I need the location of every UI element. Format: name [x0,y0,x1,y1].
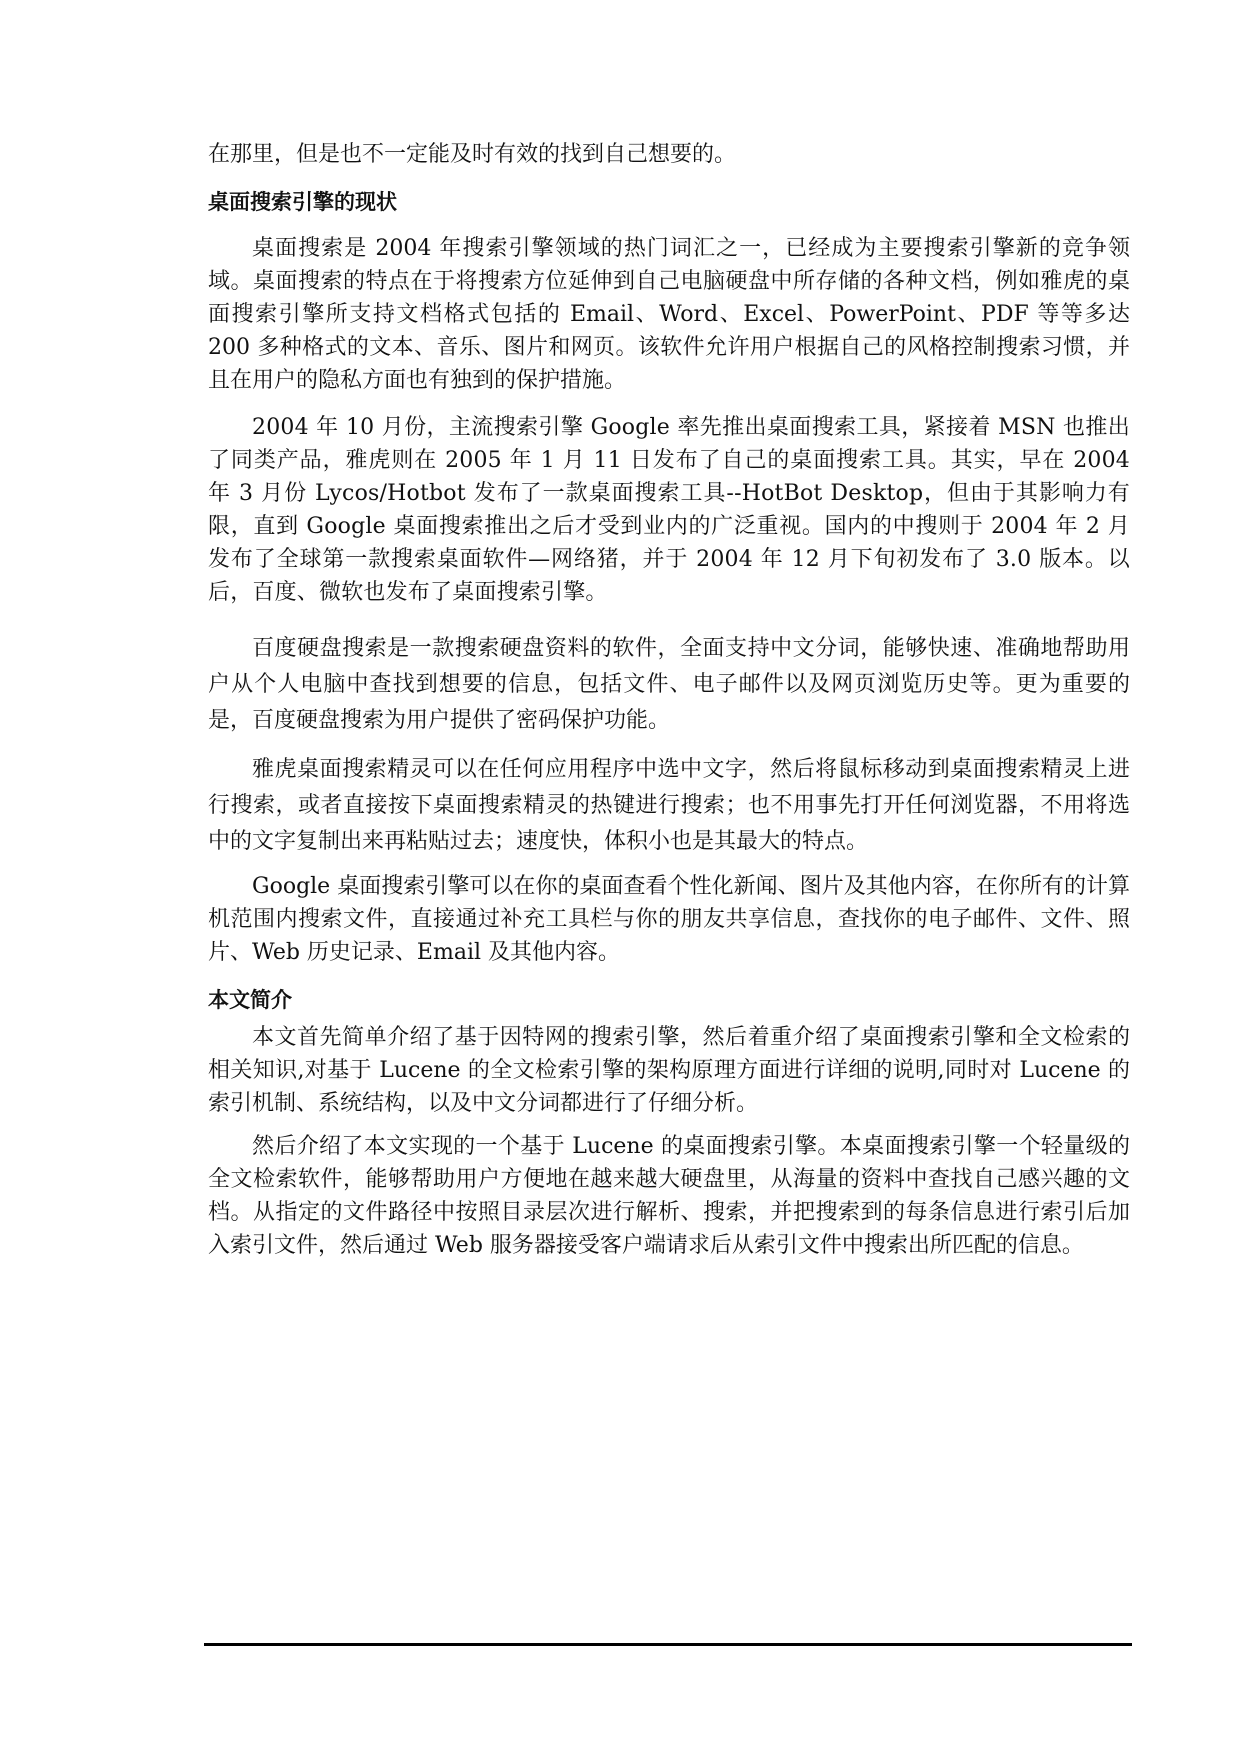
paragraph-baidu-desktop-search: 百度硬盘搜索是一款搜索硬盘资料的软件，全面支持中文分词，能够快速、准确地帮助用户从个人电脑中查找到想要的信息，包括文件、电子邮件以及网页浏览历史等。更为重要的是，百度硬盘搜索为用户提供了密码保护功能。 [208,636,1130,733]
paragraph-google-desktop-search: Google 桌面搜索引擎可以在你的桌面查看个性化新闻、图片及其他内容，在你所有的计算机范围内搜索文件，直接通过补充工具栏与你的朋友共享信息，查找你的电子邮件、文件、照片、Web 历史记录、Email 及其他内容。 [208,874,1130,965]
paragraph-introduction-overview: 本文首先简单介绍了基于因特网的搜索引擎，然后着重介绍了桌面搜索引擎和全文检索的相关知识,对基于 Lucene 的全文检索引擎的架构原理方面进行详细的说明,同时对 Lucene 的索引机制、系统结构，以及中文分词都进行了仔细分析。 [208,1025,1130,1116]
continuation-paragraph: 在那里，但是也不一定能及时有效的找到自己想要的。 [208,142,737,167]
paragraph-yahoo-desktop-search: 雅虎桌面搜索精灵可以在任何应用程序中选中文字，然后将鼠标移动到桌面搜索精灵上进行搜索，或者直接按下桌面搜索精灵的热键进行搜索；也不用事先打开任何浏览器，不用将选中的文字复制出来再粘贴过去；速度快，体积小也是其最大的特点。 [208,757,1130,854]
paragraph-desktop-search-intro: 桌面搜索是 2004 年搜索引擎领域的热门词汇之一，已经成为主要搜索引擎新的竞争领域。桌面搜索的特点在于将搜索方位延伸到自己电脑硬盘中所存储的各种文档，例如雅虎的桌面搜索引擎所支持文档格式包括的 Email、Word、Excel、PowerPoint、PDF 等等多达 200 多种格式的文本、音乐、图片和网页。该软件允许用户根据自己的风格控制搜索习惯，并且在用户的隐私方面也有独到的保护措施。 [208,236,1130,393]
page-content [208,138,1130,1262]
paragraph-introduction-implementation: 然后介绍了本文实现的一个基于 Lucene 的桌面搜索引擎。本桌面搜索引擎一个轻量级的全文检索软件，能够帮助用户方便地在越来越大硬盘里，从海量的资料中查找自己感兴趣的文档。从指定的文件路径中按照目录层次进行解析、搜索，并把搜索到的每条信息进行索引后加入索引文件，然后通过 Web 服务器接受客户端请求后从索引文件中搜索出所匹配的信息。 [208,1134,1130,1258]
section-heading-introduction: 本文简介 [208,988,292,1012]
section-heading-desktop-search-status: 桌面搜索引擎的现状 [208,190,397,214]
paragraph-desktop-search-history: 2004 年 10 月份，主流搜索引擎 Google 率先推出桌面搜索工具，紧接着 MSN 也推出了同类产品，雅虎则在 2005 年 1 月 11 日发布了自己的桌面搜索工具。其实，早在 2004 年 3 月份 Lycos/Hotbot 发布了一款桌面搜索工具--HotBot Desktop，但由于其影响力有限，直到 Google 桌面搜索推出之后才受到业内的广泛重视。国内的中搜则于 2004 年 2 月发布了全球第一款搜索桌面软件—网络猪，并于 2004 年 12 月下旬初发布了 3.0 版本。以后，百度、微软也发布了桌面搜索引擎。 [208,415,1130,605]
footer-rule [204,1643,1132,1646]
